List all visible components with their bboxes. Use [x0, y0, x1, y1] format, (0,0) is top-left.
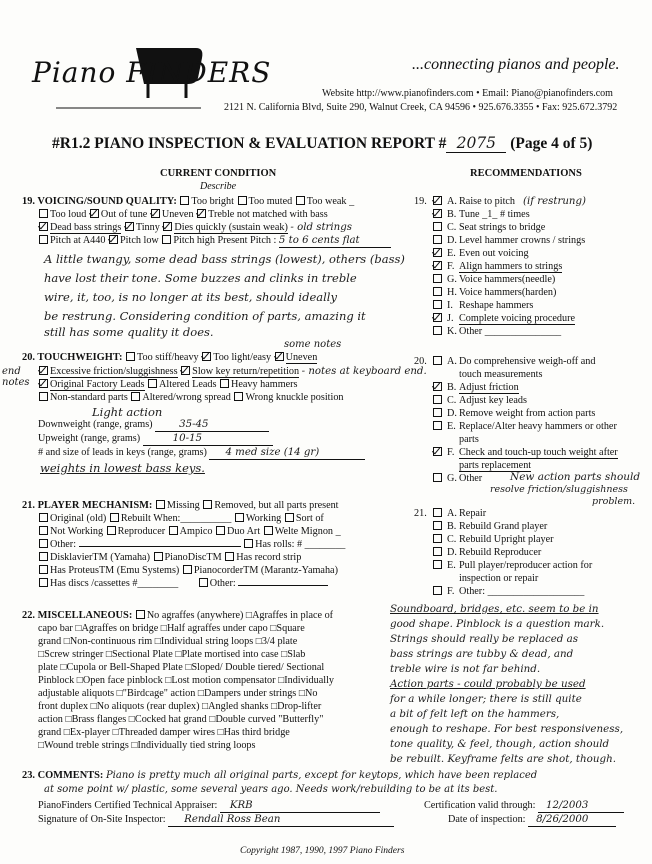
option-label: No agraffes (anywhere) □Agraffes in place of — [146, 610, 334, 621]
comments-line-1[interactable]: Piano is pretty much all original parts, except for keytops, which have been replaced — [105, 770, 538, 781]
date-field[interactable]: 8/26/2000 — [528, 814, 616, 827]
checkbox[interactable] — [203, 500, 212, 509]
s21-line3 — [38, 526, 341, 538]
rec-item — [432, 209, 530, 221]
option-label: Slow key return/repetition — [192, 366, 300, 377]
right-note-line: for a while longer; there is still quite — [390, 693, 582, 705]
rec-item — [432, 300, 533, 312]
option-label: Missing — [166, 500, 200, 511]
contact-line-1: Website http://www.pianofinders.com • Email: Piano@pianofinders.com — [322, 88, 613, 99]
s22-line: plate □Cupola or Bell-Shaped Plate □Sloped/ Double tiered/ Sectional — [38, 662, 325, 673]
option-label: Pitch at A440 — [50, 235, 106, 246]
checkbox[interactable] — [433, 209, 442, 218]
rec-item — [432, 326, 561, 338]
report-number: 2075 — [446, 134, 506, 153]
checkbox[interactable] — [39, 513, 48, 522]
s19-note-1: A little twangy, some dead bass strings (lowest), others (bass) — [44, 252, 405, 266]
option-label: Original Factory Leads — [50, 379, 145, 390]
checkbox[interactable] — [433, 395, 442, 404]
rec-item — [432, 534, 554, 546]
s21-line1 — [22, 500, 339, 512]
checkbox[interactable] — [39, 209, 48, 218]
s22-line: grand □Ex-player □Threaded damper wires □Has third bridge — [38, 727, 290, 738]
s22-line: adjustable aliquots □"Birdcage" action □Dampers under strings □No — [38, 688, 318, 699]
inspector-signature[interactable]: Rendall Ross Bean — [168, 814, 394, 827]
rec-item — [432, 408, 595, 420]
current-condition-heading: CURRENT CONDITION — [160, 168, 277, 179]
option-label: Original (old) — [50, 513, 107, 524]
handwritten-note: (if restrung) — [523, 196, 586, 207]
option-label: Has discs /cassettes #________ — [50, 578, 179, 589]
option-label: Pitch low — [120, 235, 159, 246]
rec-item-letter: C. — [447, 534, 457, 545]
rec-item-letter: B. — [447, 382, 457, 393]
date-label: Date of inspection: — [448, 814, 526, 825]
checkbox[interactable] — [433, 547, 442, 556]
upweight-row — [38, 433, 273, 446]
rec-item-letter: B. — [447, 521, 457, 532]
contact-line-2: 2121 N. California Blvd, Suite 290, Walnut Creek, CA 94596 • 925.676.3355 • Fax: 925.672.3792 — [224, 102, 618, 113]
rec-item — [432, 287, 556, 299]
checkbox[interactable] — [433, 326, 442, 335]
rec-section-number: 21. — [414, 508, 427, 519]
option-label: Dead bass strings — [50, 222, 122, 233]
rec-section-number: 20. — [414, 356, 427, 367]
s19-note-4: be restrung. Considering condition of parts, amazing it — [44, 309, 366, 323]
checkbox[interactable] — [433, 248, 442, 257]
option-label: Excessive friction/sluggishness — [50, 366, 178, 377]
checkbox[interactable] — [39, 552, 48, 561]
rec-item — [432, 382, 519, 394]
right-note-line: Action parts - could probably be used — [390, 678, 586, 690]
option-label: Rebuilt When:__________ — [120, 513, 232, 524]
upweight-label: Upweight (range, grams) — [38, 433, 141, 444]
s19-note-2: have lost their tone. Some buzzes and clinks in treble — [44, 271, 357, 285]
cert-row — [424, 800, 624, 813]
rec-item-label: Tune _1_ # times — [459, 209, 530, 220]
rec-item-letter: A. — [447, 356, 457, 367]
rec-item-letter: E. — [447, 560, 456, 571]
checkbox[interactable] — [199, 578, 208, 587]
s21-heading: 21. PLAYER MECHANISM: — [22, 500, 153, 511]
option-label: Reproducer — [117, 526, 166, 537]
s22-line: Pinblock □Open face pinblock □Lost motion compensator □Individually — [38, 675, 335, 686]
checkbox[interactable] — [169, 526, 178, 535]
option-label: Has record strip — [236, 552, 302, 563]
checkbox[interactable] — [244, 539, 253, 548]
rec-item — [432, 235, 585, 247]
rec-item — [432, 313, 575, 325]
checkbox[interactable] — [183, 565, 192, 574]
option-label: Altered/wrong spread — [142, 392, 231, 403]
rec-item — [432, 447, 618, 459]
checkbox[interactable] — [433, 235, 442, 244]
checkbox[interactable] — [39, 539, 48, 548]
rec-item — [432, 196, 586, 208]
rec-item-label: Rebuild Upright player — [459, 534, 554, 545]
leads-label: # and size of leads in keys (range, grams) — [38, 447, 207, 458]
report-title — [52, 134, 592, 153]
right-note-line: Soundboard, bridges, etc. seem to be in — [390, 603, 599, 615]
option-label: Pitch high — [173, 235, 215, 246]
checkbox[interactable] — [125, 222, 134, 231]
right-note-line: tone quality, & feel, though, action should — [390, 738, 610, 750]
inspector-label: Signature of On-Site Inspector: — [38, 814, 166, 825]
checkbox[interactable] — [296, 196, 305, 205]
rec-item-label: Even out voicing — [459, 248, 529, 259]
checkbox[interactable] — [433, 473, 442, 482]
option-label: Not Working — [50, 526, 104, 537]
rec-item-label: Align hammers to strings — [459, 261, 563, 272]
option-label: Too stiff/heavy — [137, 352, 199, 363]
checkbox[interactable] — [197, 209, 206, 218]
checkbox[interactable] — [433, 534, 442, 543]
leads-field[interactable]: 4 med size (14 gr) — [209, 447, 365, 460]
option-label: Has ProteusTM (Emu Systems) — [50, 565, 180, 576]
rec-item — [432, 395, 527, 407]
checkbox[interactable] — [433, 421, 442, 430]
s22-line: capo bar □Agraffes on bridge □Half agraffes under capo □Square — [38, 623, 305, 634]
checkbox[interactable] — [131, 392, 140, 401]
handwritten-note: - notes at keyboard end. — [301, 366, 427, 377]
option-label: Other: — [209, 578, 236, 589]
tagline: ...connecting pianos and people. — [412, 56, 620, 73]
option-label: Too light/easy — [213, 352, 272, 363]
checkbox[interactable] — [107, 526, 116, 535]
comments-line-2[interactable]: at some point w/ plastic, some several years ago. Needs work/rebuilding to be at its best. — [44, 784, 498, 795]
s19-heading: 19. VOICING/SOUND QUALITY: — [22, 196, 177, 207]
rec-item-label: Pull player/reproducer action for — [459, 560, 593, 571]
rec-section-number: 19. — [414, 196, 427, 207]
checkbox[interactable] — [433, 408, 442, 417]
rec-item-label: Voice hammers(needle) — [459, 274, 556, 285]
checkbox[interactable] — [110, 513, 119, 522]
rec-item — [432, 369, 542, 381]
checkbox[interactable] — [136, 610, 145, 619]
downweight-row — [38, 419, 269, 432]
describe-label: Describe — [200, 181, 237, 192]
s21-line4 — [38, 539, 345, 551]
rec-item-letter: E. — [447, 248, 456, 259]
rec-item-label: Level hammer crowns / strings — [459, 235, 586, 246]
s19-line2 — [38, 209, 328, 221]
rec-item-label: Other _______________ — [459, 326, 562, 337]
rec-item — [432, 261, 562, 273]
checkbox[interactable] — [234, 392, 243, 401]
checkbox[interactable] — [39, 526, 48, 535]
checkbox[interactable] — [181, 366, 190, 375]
inspector-row — [38, 814, 394, 827]
rec-item — [432, 356, 595, 368]
present-pitch-label: Present Pitch : — [217, 235, 277, 246]
s22-line: grand □Non-continuous rim □Individual string loops □3/4 plate — [38, 636, 298, 647]
rec-item — [432, 521, 547, 533]
rec-item-label: Adjust key leads — [459, 395, 527, 406]
checkbox[interactable] — [39, 565, 48, 574]
s22-line: front duplex □No aliquots (rear duplex) □Angled shanks □Drop-lifter — [38, 701, 322, 712]
option-label: Working — [245, 513, 282, 524]
right-note-line: bass strings are tubby & dead, and — [390, 648, 574, 660]
checkbox[interactable] — [163, 222, 172, 231]
rec-20-other-note-2: resolve friction/sluggishness — [490, 484, 628, 495]
checkbox[interactable] — [433, 274, 442, 283]
s20-line1 — [22, 352, 317, 364]
rec-item — [432, 434, 479, 446]
checkbox[interactable] — [264, 526, 273, 535]
checkbox[interactable] — [275, 352, 284, 361]
rec-item-letter: G. — [447, 274, 457, 285]
checkbox[interactable] — [151, 209, 160, 218]
other-field[interactable] — [79, 546, 241, 547]
checkbox[interactable] — [39, 379, 48, 388]
s20-action-note-top: some notes — [284, 339, 342, 350]
logo — [26, 40, 272, 118]
option-label: Welte Mignon _ — [274, 526, 341, 537]
leads-note: weights in lowest bass keys. — [40, 461, 205, 475]
checkbox[interactable] — [433, 300, 442, 309]
option-label: Non-standard parts — [50, 392, 128, 403]
rec-item-label: Do comprehensive weigh-off and — [459, 356, 596, 367]
option-label: Treble not matched with bass — [208, 209, 328, 220]
s19-line3 — [38, 222, 352, 234]
option-label: Uneven — [285, 352, 318, 363]
s20-heading: 20. TOUCHWEIGHT: — [22, 352, 123, 363]
cert-field[interactable]: 12/2003 — [538, 800, 624, 813]
s21-line5 — [38, 552, 301, 564]
upweight-field[interactable]: 10-15 — [143, 433, 273, 446]
s23-line1 — [22, 770, 537, 782]
checkbox[interactable] — [285, 513, 294, 522]
s19-line4 — [38, 235, 391, 248]
checkbox[interactable] — [433, 560, 442, 569]
checkbox[interactable] — [148, 379, 157, 388]
rec-item-label: Check and touch-up touch weight after — [459, 447, 618, 458]
checkbox[interactable] — [433, 586, 442, 595]
checkbox[interactable] — [156, 500, 165, 509]
appraiser-field[interactable]: KRB — [220, 800, 380, 813]
checkbox[interactable] — [433, 521, 442, 530]
option-label: PianocorderTM (Marantz-Yamaha) — [193, 565, 338, 576]
checkbox[interactable] — [180, 196, 189, 205]
option-label: Out of tune — [100, 209, 148, 220]
rec-item-letter: K. — [447, 326, 457, 337]
option-label: Heavy hammers — [231, 379, 298, 390]
leads-row — [38, 447, 365, 460]
rec-item-letter: F. — [447, 586, 455, 597]
rec-item-label: Other: ___________________ — [459, 586, 585, 597]
checkbox[interactable] — [238, 196, 247, 205]
checkbox[interactable] — [39, 222, 48, 231]
rec-item-letter: H. — [447, 287, 457, 298]
rec-item — [432, 508, 486, 520]
rec-item — [432, 222, 545, 234]
downweight-field[interactable]: 35-45 — [155, 419, 269, 432]
copyright: Copyright 1987, 1990, 1997 Piano Finders — [240, 846, 405, 856]
rec-item-label: Remove weight from action parts — [459, 408, 596, 419]
rec-item-label: Raise to pitch — [459, 196, 516, 207]
report-title-prefix: #R1.2 PIANO INSPECTION & EVALUATION REPORT # — [52, 135, 447, 152]
rec-item-label: inspection or repair — [459, 573, 539, 584]
option-label: Too muted — [248, 196, 293, 207]
checkbox[interactable] — [162, 235, 171, 244]
s22-line: □Wound treble strings □Individually tied string loops — [38, 740, 256, 751]
checkbox[interactable] — [433, 222, 442, 231]
rec-item-letter: D. — [447, 408, 457, 419]
cert-label: Certification valid through: — [424, 800, 536, 811]
other-field[interactable] — [238, 585, 328, 586]
date-row — [448, 814, 616, 827]
s20-line4 — [38, 392, 344, 404]
checkbox[interactable] — [433, 196, 442, 205]
option-label: Duo Art — [227, 526, 261, 537]
checkbox[interactable] — [235, 513, 244, 522]
option-label: Has rolls: # ________ — [255, 539, 346, 550]
rec-item-letter: A. — [447, 196, 457, 207]
option-label: Ampico — [179, 526, 213, 537]
s22-heading: 22. MISCELLANEOUS: — [22, 610, 133, 621]
s21-line6 — [38, 565, 338, 577]
checkbox[interactable] — [154, 552, 163, 561]
checkbox[interactable] — [433, 261, 442, 270]
s20-line2 — [38, 366, 427, 378]
checkbox[interactable] — [433, 508, 442, 517]
rec-item-label: Rebuild Reproducer — [459, 547, 542, 558]
right-note-line: treble wire is not far behind. — [390, 663, 541, 675]
option-label: Wrong knuckle position — [245, 392, 344, 403]
right-note-line: enough to reshape. For best responsiveness, — [390, 723, 624, 735]
right-note-line: be rebuilt. Keyframe felts are shot, though. — [390, 753, 617, 765]
rec-item-letter: B. — [447, 209, 457, 220]
appraiser-row — [38, 800, 380, 813]
s20-margin-note: end notes — [2, 366, 30, 388]
s21-line2 — [38, 513, 324, 525]
s19-line1 — [22, 196, 354, 208]
checkbox[interactable] — [220, 379, 229, 388]
s22-line-0 — [22, 610, 333, 622]
option-label: Other: — [50, 539, 77, 550]
s20-light-action-note: Light action — [92, 405, 163, 419]
rec-item-letter: F. — [447, 447, 455, 458]
s19-note-5: still has some quality it does. — [44, 325, 214, 339]
rec-item-label: Reshape hammers — [459, 300, 534, 311]
s20-line3 — [38, 379, 298, 391]
checkbox[interactable] — [202, 352, 211, 361]
present-pitch-field[interactable]: 5 to 6 cents flat — [279, 235, 391, 248]
rec-item — [432, 274, 555, 286]
rec-item-label: Rebuild Grand player — [459, 521, 548, 532]
option-label: Uneven — [161, 209, 194, 220]
s21-line7 — [38, 578, 328, 590]
rec-item-label: Other — [459, 473, 483, 484]
checkbox[interactable] — [126, 352, 135, 361]
rec-item — [432, 560, 592, 572]
handwritten-note: - old strings — [290, 222, 352, 233]
option-label: Too bright — [191, 196, 234, 207]
s19-note-3: wire, it, too, is no longer at its best, should ideally — [44, 290, 337, 304]
rec-item-letter: D. — [447, 547, 457, 558]
checkbox[interactable] — [39, 578, 48, 587]
rec-item-label: Replace/Alter heavy hammers or other — [459, 421, 617, 432]
rec-item-label: parts replacement — [459, 460, 532, 471]
checkbox[interactable] — [90, 209, 99, 218]
checkbox[interactable] — [39, 392, 48, 401]
rec-20-other-note-3: problem. — [592, 496, 636, 507]
appraiser-label: PianoFinders Certified Technical Appraiser: — [38, 800, 218, 811]
checkbox[interactable] — [433, 356, 442, 365]
option-label: DisklavierTM (Yamaha) — [50, 552, 150, 563]
rec-item-letter: F. — [447, 261, 455, 272]
rec-item-label: Voice hammers(harden) — [459, 287, 557, 298]
right-note-line: a bit of felt left on the hammers, — [390, 708, 560, 720]
option-label: Too weak _ — [306, 196, 355, 207]
rec-item-letter: A. — [447, 508, 457, 519]
rec-item-letter: E. — [447, 421, 456, 432]
rec-item-letter: C. — [447, 395, 457, 406]
option-label: Altered Leads — [159, 379, 217, 390]
checkbox[interactable] — [109, 235, 118, 244]
option-label: Tinny — [135, 222, 160, 233]
rec-item-letter: D. — [447, 235, 457, 246]
logo-text: Piano FINDERS — [32, 56, 272, 89]
checkbox[interactable] — [433, 382, 442, 391]
s22-line: action □Brass flanges □Cocked hat grand □Double curved "Butterfly" — [38, 714, 324, 725]
rec-item-letter: C. — [447, 222, 457, 233]
rec-20-other-note-1: New action parts should — [510, 471, 641, 483]
rec-item-label: parts — [459, 434, 479, 445]
rec-item-label: Seat strings to bridge — [459, 222, 546, 233]
rec-item-letter: J. — [447, 313, 454, 324]
checkbox[interactable] — [216, 526, 225, 535]
option-label: Sort of — [295, 513, 324, 524]
checkbox[interactable] — [433, 287, 442, 296]
checkbox[interactable] — [39, 235, 48, 244]
option-label: Removed, but all parts present — [214, 500, 339, 511]
rec-item-label: touch measurements — [459, 369, 543, 380]
right-note-line: Strings should really be replaced as — [390, 633, 579, 645]
checkbox[interactable] — [225, 552, 234, 561]
rec-item-letter: G. — [447, 473, 457, 484]
rec-item — [432, 547, 541, 559]
option-label: Too loud — [50, 209, 87, 220]
s22-line: □Screw stringer □Sectional Plate □Plate mortised into case □Slab — [38, 649, 306, 660]
checkbox[interactable] — [433, 447, 442, 456]
rec-item-letter: I. — [447, 300, 453, 311]
option-label: PianoDiscTM — [164, 552, 222, 563]
checkbox[interactable] — [433, 313, 442, 322]
rec-item — [432, 421, 617, 433]
rec-item-label: Adjust friction — [459, 382, 519, 393]
rec-item-label: Repair — [459, 508, 487, 519]
downweight-label: Downweight (range, grams) — [38, 419, 153, 430]
rec-item-label: Complete voicing procedure — [459, 313, 575, 324]
checkbox[interactable] — [39, 366, 48, 375]
s23-heading: 23. COMMENTS: — [22, 770, 104, 781]
rec-item — [432, 586, 584, 598]
rec-item — [432, 573, 538, 585]
page-indicator: (Page 4 of 5) — [510, 135, 593, 152]
rec-item — [432, 248, 529, 260]
rec-item — [432, 473, 482, 485]
option-label: Dies quickly (sustain weak) — [174, 222, 288, 233]
recommendations-heading: RECOMMENDATIONS — [470, 168, 582, 179]
right-note-line: good shape. Pinblock is a question mark. — [390, 618, 605, 630]
